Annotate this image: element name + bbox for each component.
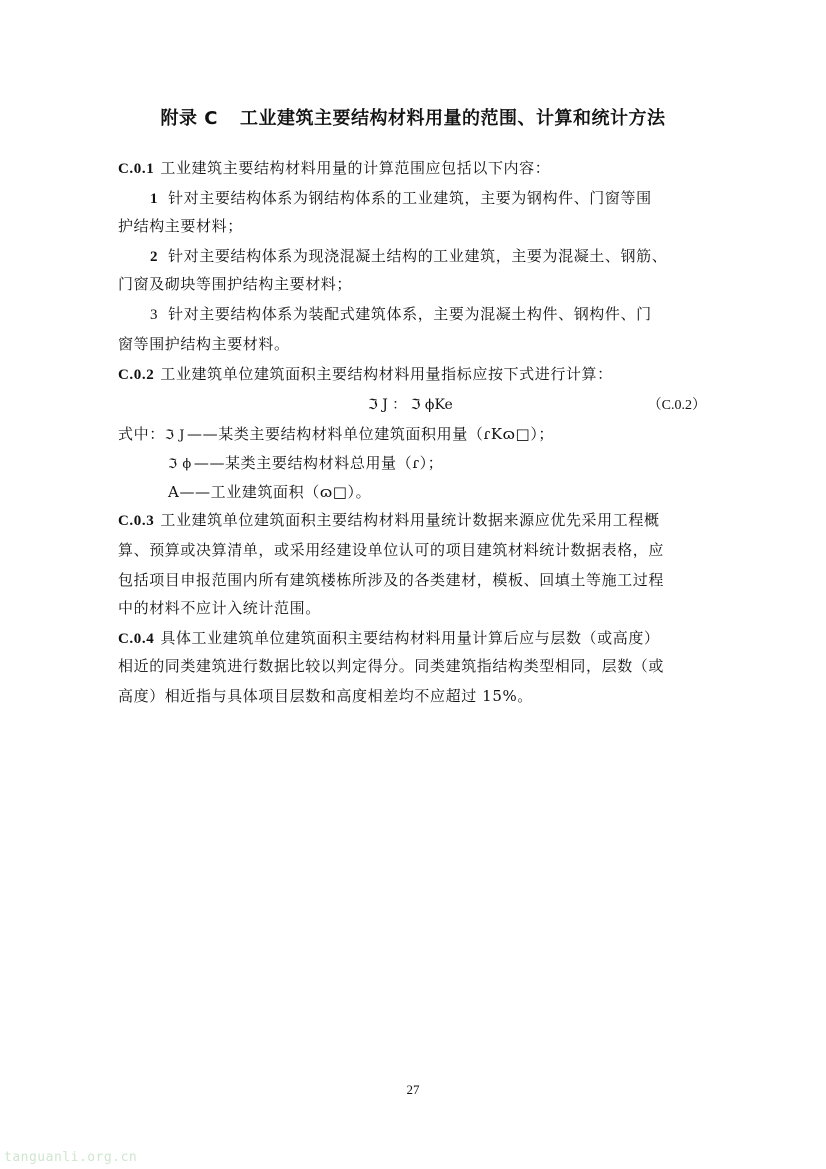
clause-number: C.0.2 xyxy=(118,367,155,383)
watermark: tanguanli.org.cn xyxy=(4,1150,138,1165)
definition-row xyxy=(168,453,443,475)
definition-symbol: A xyxy=(168,483,180,501)
clause-text-line: 中的材料不应计入统计范围。 xyxy=(118,599,321,617)
definition-symbol: ℑ ϕ xyxy=(168,457,192,472)
formula-expression: ℑ J ： ℑ ϕKe xyxy=(368,397,453,413)
clause-number: C.0.4 xyxy=(118,631,155,647)
list-item-continuation: 窗等围护结构主要材料。 xyxy=(118,335,290,353)
item-text: 针对主要结构体系为钢结构体系的工业建筑，主要为钢构件、门窗等围 xyxy=(168,189,652,207)
definition-text: ——某类主要结构材料单位建筑面积用量（ɾKɷ□）； xyxy=(187,425,555,443)
item-text: 针对主要结构体系为装配式建筑体系，主要为混凝土构件、钢构件、门 xyxy=(168,305,652,323)
clause-text-line: 高度）相近指与具体项目层数和高度相差均不应超过 15%。 xyxy=(118,687,533,705)
clause-number: C.0.3 xyxy=(118,513,155,529)
clause-c02 xyxy=(118,364,708,385)
list-item-continuation: 护结构主要材料； xyxy=(118,217,243,235)
definition-row xyxy=(118,424,554,446)
definition-lead: 式中： xyxy=(118,425,165,443)
clause-c03 xyxy=(118,510,708,531)
appendix-title xyxy=(0,104,826,130)
clause-text-line: 包括项目申报范围内所有建筑楼栋所涉及的各类建材，模板、回填土等施工过程 xyxy=(118,571,665,589)
item-number: 1 xyxy=(150,191,159,207)
list-item xyxy=(118,188,740,209)
appendix-label: 附录 C xyxy=(160,108,218,129)
clause-text: 工业建筑主要结构材料用量的计算范围应包括以下内容： xyxy=(160,159,551,177)
page-number: 27 xyxy=(406,1082,420,1097)
clause-text: 工业建筑单位建筑面积主要结构材料用量指标应按下式进行计算： xyxy=(160,365,613,383)
clause-c01 xyxy=(118,158,708,179)
definition-row xyxy=(168,482,371,502)
item-number: 3 xyxy=(150,307,159,323)
clause-text-line: 算、预算或决算清单，或采用经建设单位认可的项目建筑材料统计数据表格，应 xyxy=(118,541,665,559)
list-item xyxy=(118,246,740,267)
appendix-title-text: 工业建筑主要结构材料用量的范围、计算和统计方法 xyxy=(239,108,666,129)
list-item-continuation: 门窗及砌块等围护结构主要材料； xyxy=(118,275,353,293)
item-number: 2 xyxy=(150,249,159,265)
clause-text: 具体工业建筑单位建筑面积主要结构材料用量计算后应与层数（或高度） xyxy=(160,629,660,647)
definition-text: ——某类主要结构材料总用量（ɾ）； xyxy=(193,454,444,472)
list-item xyxy=(118,304,740,325)
clause-text: 工业建筑单位建筑面积主要结构材料用量统计数据来源应优先采用工程概 xyxy=(160,511,660,529)
item-text: 针对主要结构体系为现浇混凝土结构的工业建筑，主要为混凝土、钢筋、 xyxy=(168,247,668,265)
clause-c04 xyxy=(118,628,708,649)
clause-text-line: 相近的同类建筑进行数据比较以判定得分。同类建筑指结构类型相同，层数（或 xyxy=(118,657,665,675)
formula-reference: （C.0.2） xyxy=(647,398,706,413)
definition-symbol: ℑ J xyxy=(164,428,186,443)
definition-text: ——工业建筑面积（ɷ□）。 xyxy=(179,483,372,501)
clause-number: C.0.1 xyxy=(118,161,155,177)
